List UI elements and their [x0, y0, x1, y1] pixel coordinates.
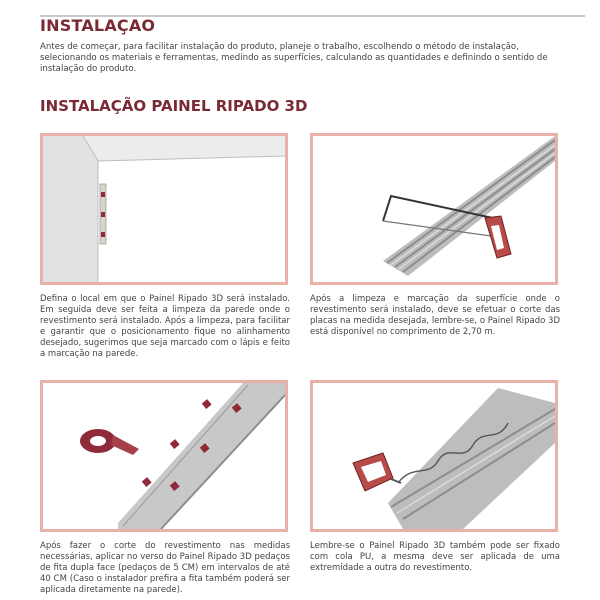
glue-gun-icon — [353, 453, 401, 491]
tape-roll-icon — [80, 429, 139, 455]
step-3-illustration — [40, 380, 288, 532]
step-1-caption: Defina o local em que o Painel Ripado 3D será instalado. Em seguida deve ser feita a limpeza da parede onde o revestimento será instalado. Após a limpeza, para facilitar e garantir que o posicionamento fique no alinhamento desejado, sugerimos que seja marcado com o lápis e feito a marcação na parede. — [40, 294, 290, 359]
step-4-caption: Lembre-se o Painel Ripado 3D também pode ser fixado com cola PU, a mesma deve ser aplicada de uma extremidade a outra do revestimento. — [310, 541, 560, 573]
subsection-title: INSTALAÇÃO PAINEL RIPADO 3D — [40, 97, 308, 115]
spirit-level-icon — [100, 184, 106, 244]
step-2-illustration — [310, 133, 558, 285]
intro-paragraph: Antes de começar, para facilitar instalação do produto, planeje o trabalho, escolhendo o método de instalação, selecionando os materiais e ferramentas, medindo as superfícies, calculando as quantidades e definindo o sentido de instalação do produto. — [40, 42, 548, 74]
step-1-illustration — [40, 133, 288, 285]
step-3-caption: Após fazer o corte do revestimento nas medidas necessárias, aplicar no verso do Painel Ripado 3D pedaços de fita dupla face (pedaços de 5 CM) em intervalos de até 40 CM (Caso o instalador prefira a fita também poderá ser aplicada diretamente na parede). — [40, 541, 290, 595]
section-title: INSTALAÇAO — [40, 16, 156, 35]
step-2-caption: Após a limpeza e marcação da superfície onde o revestimento será instalado, deve se efetuar o corte das placas na medida desejada, lembre-se, o Painel Ripado 3D está disponível no comprimento de 2,70 m. — [310, 294, 560, 337]
step-4-illustration — [310, 380, 558, 532]
